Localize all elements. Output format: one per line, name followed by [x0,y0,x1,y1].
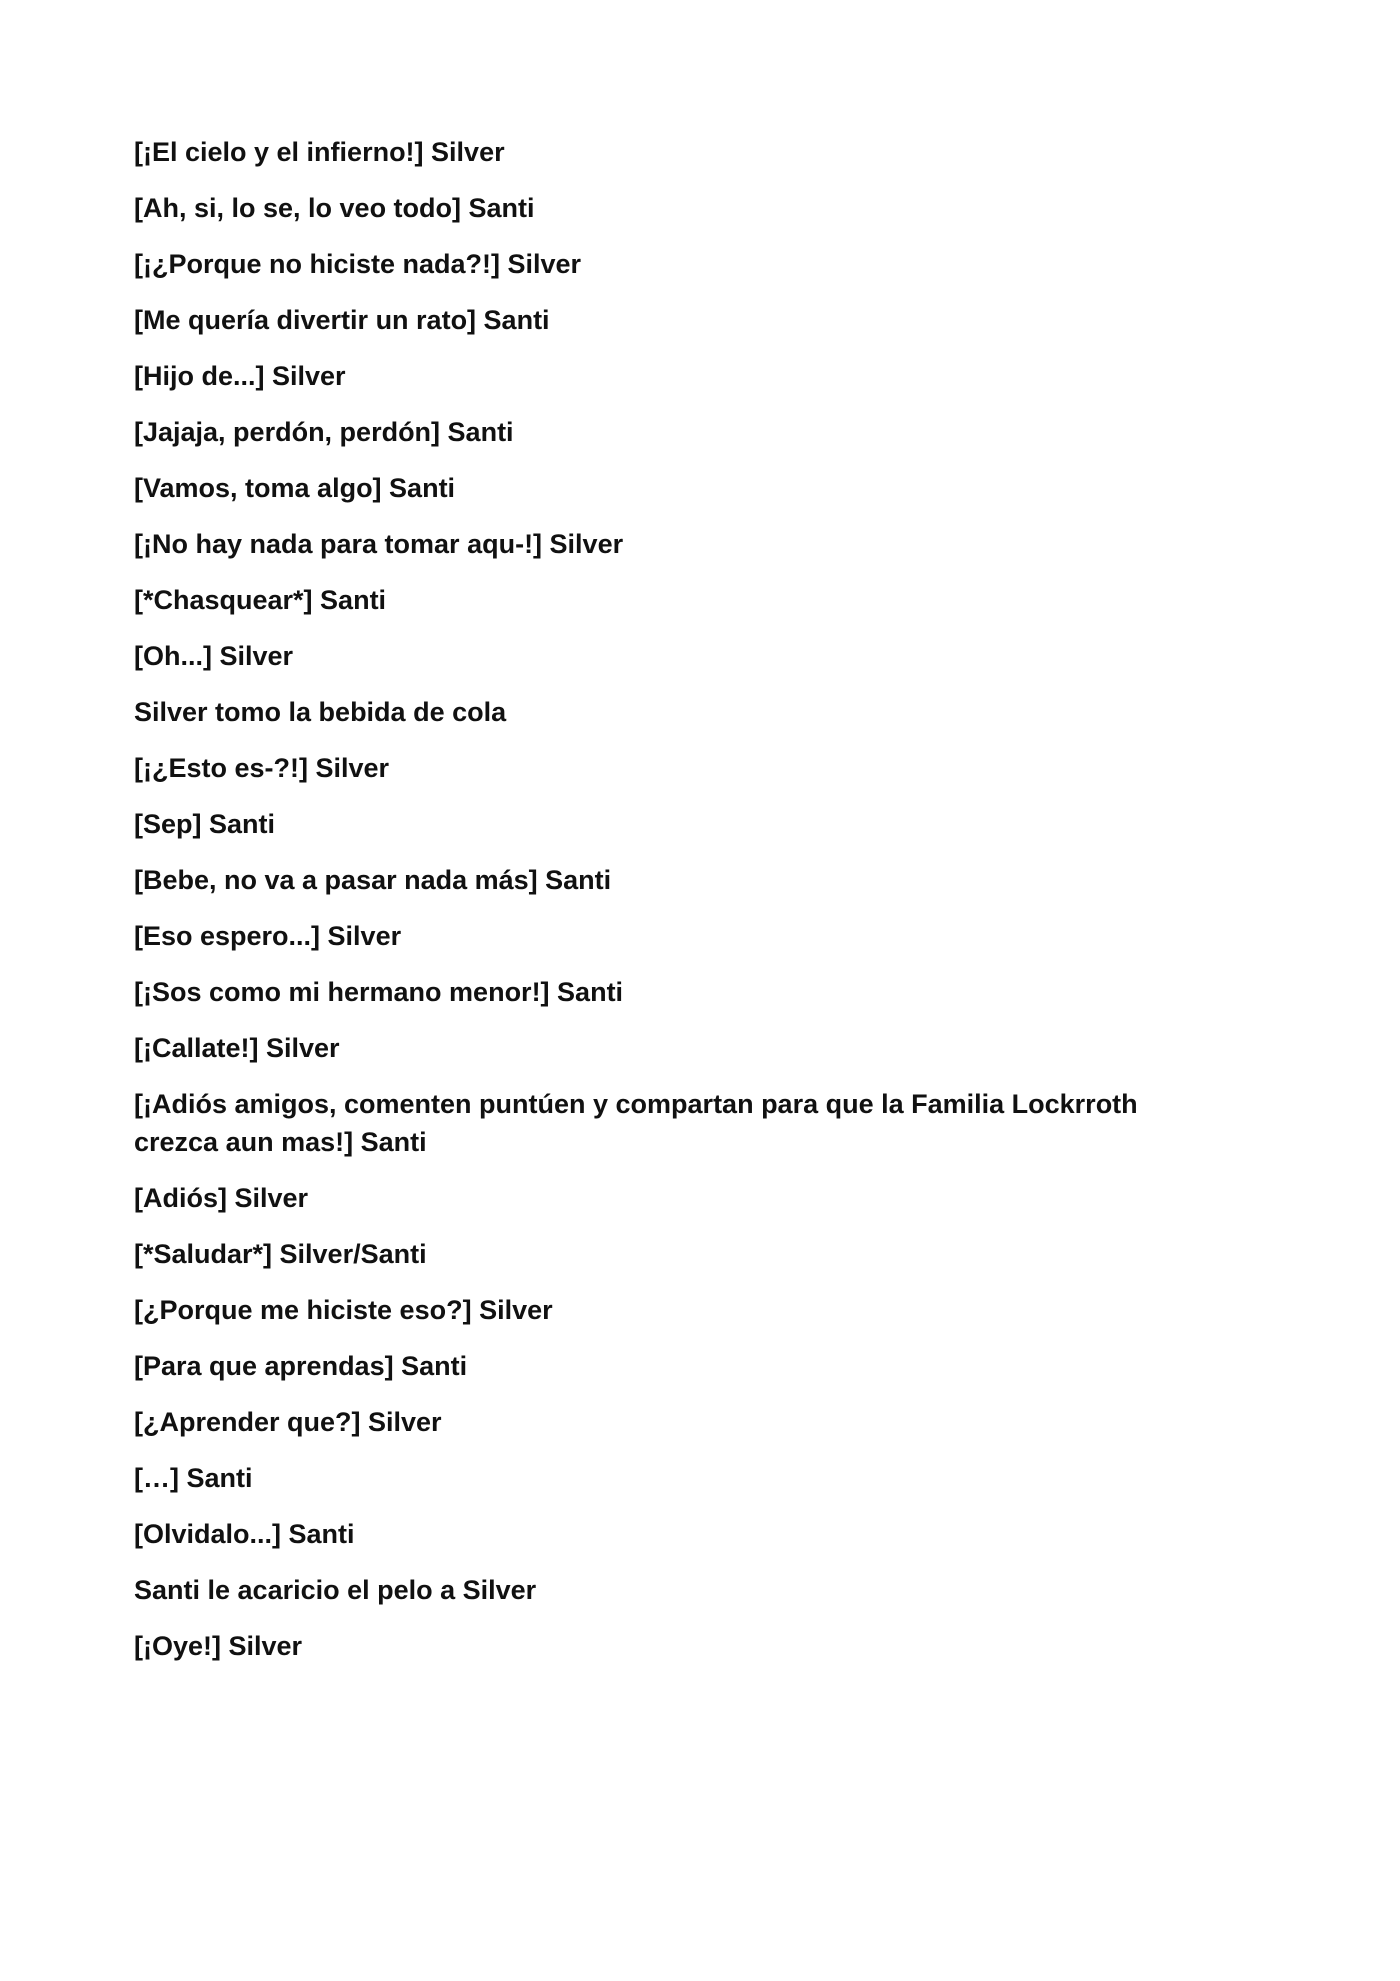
text-line: [Ah, si, lo se, lo veo todo] Santi [134,193,535,223]
text-line: [¡Oye!] Silver [134,1631,303,1661]
text-line: [Jajaja, perdón, perdón] Santi [134,417,514,447]
text-line: [Sep] Santi [134,809,276,839]
text-line: [Adiós] Silver [134,1183,309,1213]
text-line: [¡El cielo y el infierno!] Silver [134,137,505,167]
text-line: Santi le acaricio el pelo a Silver [134,1575,537,1605]
dialogue-text [134,133,1274,1683]
text-line: [Me quería divertir un rato] Santi [134,305,550,335]
text-line: [Para que aprendas] Santi [134,1351,468,1381]
text-line: [Bebe, no va a pasar nada más] Santi [134,865,612,895]
text-line: [Eso espero...] Silver [134,921,402,951]
text-line: [¡Sos como mi hermano menor!] Santi [134,977,624,1007]
text-line: [Oh...] Silver [134,641,294,671]
text-line: [Vamos, toma algo] Santi [134,473,456,503]
text-line: [¿Porque me hiciste eso?] Silver [134,1295,553,1325]
text-line: [Hijo de...] Silver [134,361,346,391]
text-line: [Olvidalo...] Santi [134,1519,355,1549]
text-line: [¿Aprender que?] Silver [134,1407,442,1437]
text-line: […] Santi [134,1463,253,1493]
text-line: Silver tomo la bebida de cola [134,697,507,727]
text-line: [*Chasquear*] Santi [134,585,387,615]
text-line: [¡¿Porque no hiciste nada?!] Silver [134,249,582,279]
text-line: [¡Callate!] Silver [134,1033,340,1063]
text-line: [¡¿Esto es-?!] Silver [134,753,390,783]
text-line: [¡No hay nada para tomar aqu-!] Silver [134,529,624,559]
text-line: [¡Adiós amigos, comenten puntúen y compartan para que la Familia Lockrroth crezca aun mas!] Santi [134,1089,1138,1157]
text-line: [*Saludar*] Silver/Santi [134,1239,427,1269]
